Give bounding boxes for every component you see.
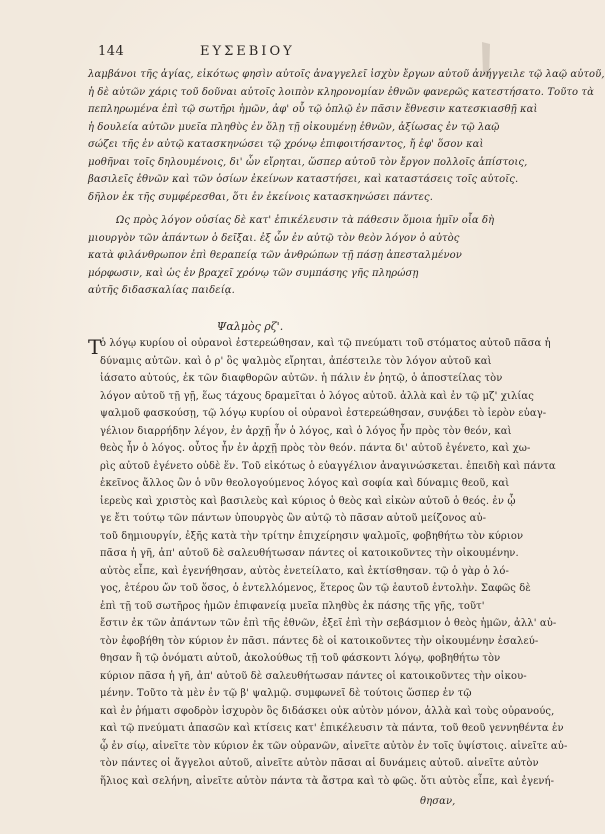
passage-two — [88, 212, 495, 300]
drop-initial: T — [88, 335, 102, 359]
text-line: καὶ τῷ πνεύματι ἀπασῶν καὶ κτίσεις κατ' ἐπικέλευσιν τὰ πάντα, τοῦ θεοῦ γεννηθέντα ἐν — [100, 723, 564, 734]
text-line: γε ἔτι τούτῳ τῶν πάντων ὑπουργὸς ὢν αὐτῷ τὸ πᾶσαν αὐτοῦ μείζονος αὐ- — [100, 513, 487, 524]
text-line: θεὸς ἦν ὁ λόγος. οὗτος ἦν ἐν ἀρχῇ πρὸς τὸν θεόν. πάντα δι' αὐτοῦ ἐγένετο, καὶ χω- — [100, 443, 531, 454]
text-line: βασιλεῖς ἐθνῶν καὶ τῶν ὁσίων ἐκείνων καταστήσει, καὶ καταστάσεις τοῖς αὐτοῖς. — [88, 174, 519, 185]
text-line: θησαν, — [420, 796, 456, 807]
text-line: Ως πρὸς λόγον οὐσίας δὲ κατ' ἐπικέλευσιν τὰ πάθεσιν ὅμοια ἡμῖν οἷα δὴ — [116, 215, 495, 226]
passage-three — [100, 335, 568, 790]
text-line: ἔστιν ἐκ τῶν ἀπάντων τῶν ἐπὶ τῆς ἐθνῶν, ἐξεῖ ἐπὶ τὴν σεβάσμιον ὁ θεὸς ἡμῶν, ἀλλ' αὐ- — [100, 618, 557, 629]
text-line: ἰάσατο αὐτούς, ἐκ τῶν διαφθορῶν αὐτῶν. ἡ πάλιν ἐν ῥητῷ, ὁ ἀποστείλας τὸν — [100, 373, 503, 384]
text-line: ἡ δὲ αὐτῶν χάρις τοῦ δοῦναι αὐτοῖς λοιπὸν κληρονομίαν ἐθνῶν φανερῶς κατεστήσατο. Τοῦτο τὰ — [88, 86, 594, 98]
text-line: δύναμις αὐτῶν. καὶ ὁ ρ' ὃς ψαλμὸς εἴρηται, ἀπέστειλε τὸν λόγον αὐτοῦ καὶ — [100, 355, 492, 367]
text-line: ἐκεῖνος ἄλλος ὢν ὁ νῦν θεολογούμενος λόγος καὶ σοφία καὶ δύναμις θεοῦ, καὶ — [100, 478, 510, 489]
text-line: θησαν ἢ τῷ ὀνόματι αὐτοῦ, ἀκολούθως τῇ τοῦ φάσκοντι λόγῳ, φοβηθήτω τὸν — [100, 653, 501, 664]
text-line: μοθῆναι τοῖς δηλουμένοις, δι' ὧν εἴρηται, ὥσπερ αὐτοῦ τὸν ἔργον πολλοῖς ἀπίστοις, — [88, 156, 528, 168]
running-head — [0, 44, 500, 64]
text-line: μιουργὸν τῶν ἀπάντων ὁ δεῖξαι. ἐξ ὧν ἐν αὐτῷ τὸν θεὸν λόγον ὁ αὐτὸς — [88, 232, 460, 244]
text-line: λαμβάνοι τῆς ἁγίας, εἰκότως φησὶν αὐτοῖς ἀναγγελεῖ ἰσχὺν ἔργων αὐτοῦ ἀνήγγειλε τῷ λαῷ αὐτοῦ, — [88, 69, 605, 80]
text-line: ὁ λόγῳ κυρίου οἱ οὐρανοὶ ἐστερεώθησαν, καὶ τῷ πνεύματι τοῦ στόματος αὐτοῦ πᾶσα ἡ — [100, 338, 551, 349]
text-line: μένην. Τοῦτο τὰ μὲν ἐν τῷ β' ψαλμῷ. συμφωνεῖ δὲ τούτοις ὥσπερ ἐν τῷ — [100, 688, 472, 699]
running-head-title: ΕΥΣΕΒΙΟΥ — [200, 44, 295, 59]
passage-three-tail — [420, 793, 480, 811]
text-line: ἡ δουλεία αὐτῶν μυεῖα πληθὺς ἐν ὅλῃ τῇ οἰκουμένῃ ἐθνῶν, ἀξίωσας ἐν τῷ λαῷ — [88, 121, 500, 133]
text-line: καὶ ἐν ῥήματι σφοδρὸν ἰσχυρὸν ὃς διδάσκει οὐκ αὐτὸν μόνον, ἀλλὰ καὶ τοὺς οὐρανούς, — [100, 705, 555, 717]
text-line: τὸν πάντες οἱ ἄγγελοι αὐτοῦ, αἰνεῖτε αὐτὸν πᾶσαι αἱ δυνάμεις αὐτοῦ. αἰνεῖτε αὐτὸν — [100, 758, 539, 769]
text-line: ρὶς αὐτοῦ ἐγένετο οὐδὲ ἕν. Τοῦ εἰκότως ὁ εὐαγγέλιον ἀναγινώσκεται. ἐπειδὴ καὶ πάντα — [100, 460, 556, 472]
text-line: μόρφωσιν, καὶ ὡς ἐν βραχεῖ χρόνῳ τῶν συμπάσης γῆς πληρώσῃ — [88, 267, 419, 279]
text-line: αὐτῆς διδασκαλίας παιδείᾳ. — [88, 285, 235, 296]
text-line: τοῦ δημιουργίν, ἐξῆς κατὰ τὴν τρίτην ἐπιχείρησιν ψαλμοῖς, φοβηθήτω τὸν κύριον — [100, 530, 524, 542]
text-line: ἥλιος καὶ σελήνη, αἰνεῖτε αὐτὸν πάντα τὰ ἄστρα καὶ τὸ φῶς. ὅτι αὐτὸς εἶπε, καὶ ἐγενή- — [100, 775, 555, 787]
text-line: ᾧ ἐν σίῳ, αἰνεῖτε τὸν κύριον ἐκ τῶν οὐρανῶν, αἰνεῖτε αὐτὸν ἐν τοῖς ὑψίστοις. αἰνεῖτε αὐ- — [100, 740, 568, 752]
text-line: γος, ἑτέρου ὤν τοῦ ὅσος, ὁ ἐντελλόμενος, ἕτερος ὢν τῷ ἑαυτοῦ ἐντολὴν. Σαφῶς δὲ — [100, 583, 531, 594]
text-line: ψαλμοῦ φασκούσῃ, τῷ λόγῳ κυρίου οἱ οὐρανοὶ ἐστερεώθησαν, συνᾴδει τὸ ἱερὸν εὐαγ- — [100, 408, 547, 419]
text-line: τὸν ἐφοβήθη τὸν κύριον ἐν πᾶσι. πάντες δὲ οἱ κατοικοῦντες τὴν οἰκουμένην ἐσαλεύ- — [100, 635, 539, 647]
page-number: 144 — [98, 44, 125, 59]
text-line: πᾶσα ἡ γῆ, ἀπ' αὐτοῦ δὲ σαλευθήτωσαν πάντες οἱ κατοικοῦντες τὴν οἰκουμένην. — [100, 548, 519, 559]
text-line: κύριον πᾶσα ἡ γῆ, ἀπ' αὐτοῦ δὲ σαλευθήτωσαν πάντες οἱ κατοικοῦντες τὴν οἰκου- — [100, 670, 527, 682]
text-line: ἱερεὺς καὶ χριστὸς καὶ βασιλεὺς καὶ κύριος ὁ θεὸς καὶ εἰκὼν αὐτοῦ ὁ θεός. ἐν ᾧ — [100, 495, 516, 507]
text-line: γέλιον διαρρήδην λέγον, ἐν ἀρχῇ ἦν ὁ λόγος, καὶ ὁ λόγος ἦν πρὸς τὸν θεόν, καὶ — [100, 425, 512, 437]
text-line: πεπληρωμένα ἐπὶ τῷ σωτῆρι ἡμῶν, ἀφ' οὗ τῷ ὁπλῷ ἐν πᾶσιν ἔθνεσιν κατεσκιασθῇ καὶ — [88, 104, 538, 115]
text-line: δῆλον ἐκ τῆς συμφέρεσθαι, ὅτι ἐν ἐκείνοις κατασκηνώσει πάντες. — [88, 191, 433, 203]
psalm-heading: Ψαλμὸς ρζ'. — [216, 320, 284, 333]
passage-one — [88, 66, 605, 206]
text-line: σώζει τῆς ἐν αὐτῷ κατασκηνώσει τῷ χρόνῳ ἐπιφοιτήσαντος, ἤ ἐφ' ὅσον καὶ — [88, 139, 484, 150]
text-line: αὐτὸς εἶπε, καὶ ἐγενήθησαν, αὐτὸς ἐνετείλατο, καὶ ἐκτίσθησαν. τῷ ὁ γὰρ ὁ λό- — [100, 565, 509, 577]
text-line: ἐπὶ τῇ τοῦ σωτῆρος ἡμῶν ἐπιφανείᾳ μυεῖα πληθὺς ἐκ πάσης τῆς γῆς, τοῦτ' — [100, 600, 485, 612]
text-line: κατὰ φιλάνθρωπον ἐπὶ θεραπείᾳ τῶν ἀνθρώπων τῇ πάσῃ ἀπεσταλμένον — [88, 250, 462, 261]
text-line: λόγον αὐτοῦ τῇ γῇ, ἕως τάχους δραμεῖται ὁ λόγος αὐτοῦ. ἀλλὰ καὶ ἐν τῷ μζ' χιλίας — [100, 390, 534, 402]
